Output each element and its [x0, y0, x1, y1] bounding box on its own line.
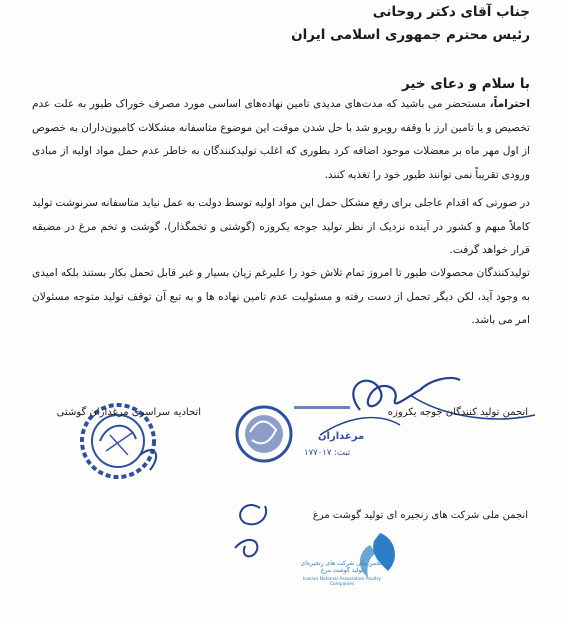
body-paragraph-2: در صورتی که اقدام عاجلی برای رفع مشکل حمل این مواد اولیه توسط دولت به عمل نیاید متاسفانه سرنوشت تولید کاملاً مبهم و کشور در آینده نزدیک از نظر تولید جوجه یکروزه (گوشتی و تخمگذار)، گوشت و تخم مرغ در مضیقه قرار خواهد گرفت.: [32, 197, 530, 256]
body-paragraph-1: [32, 93, 530, 187]
signatory-broiler-union: اتحادیه سراسری مرغداران گوشتی: [56, 407, 201, 418]
association-logo: [310, 525, 410, 585]
body-paragraph-3: تولیدکنندگان محصولات طیور تا امروز تمام تلاش خود را علیرغم زیان بسیار و غیر قابل تحمل بکار بستند بلکه امیدی به وجود آید، لکن دیگر تحمل از دست رفته و مسئولیت عدم تامین نهاده ها و به تبع آن توقف تولید متوجه مسئولان امر می باشد.: [32, 267, 530, 326]
signatory-chick-producers: انجمن تولید کنندگان جوجه یکروزه: [387, 407, 528, 418]
recipient-title: رئیس محترم جمهوری اسلامی ایران: [291, 27, 530, 43]
logo-text: انجمن ملی شرکت های زنجیره‌ای تولید گوشت مرغ: [300, 560, 384, 574]
stamp-name: مرغداران: [318, 431, 365, 442]
recipient-name: جناب آقای دکتر روحانی: [372, 4, 530, 20]
stamp-registration: ثبت: ۱۷۷۰۱۷: [304, 448, 351, 458]
salutation: احتراماً،: [489, 98, 530, 110]
pen-mark: [215, 488, 285, 568]
logo-subtext: Iranian National Association Poultry Companies: [302, 577, 382, 587]
signatory-chain-association: انجمن ملی شرکت های زنجیره ای تولید گوشت مرغ: [312, 510, 528, 521]
greeting: با سلام و دعای خیر: [402, 76, 530, 92]
body-paragraph-1-text: مستحضر می باشید که مدت‌های مدیدی تامین نهاده‌های اساسی مورد مصرف خوراک طیور به علت عدم تخصیص و یا تامین ارز با وقفه روبرو شد با حل شدن موقت این موضوع متاسفانه مشکلات کامیون‌داران به خصوص از اول مهر ماه بر معضلات موجود اضافه کرد بطوری که اغلب تولیدکنندگان به خاطر عدم حمل مواد اولیه از مبادی ورودی تقریباً نمی توانند طیور خود را تغذیه کنند.: [32, 98, 530, 181]
